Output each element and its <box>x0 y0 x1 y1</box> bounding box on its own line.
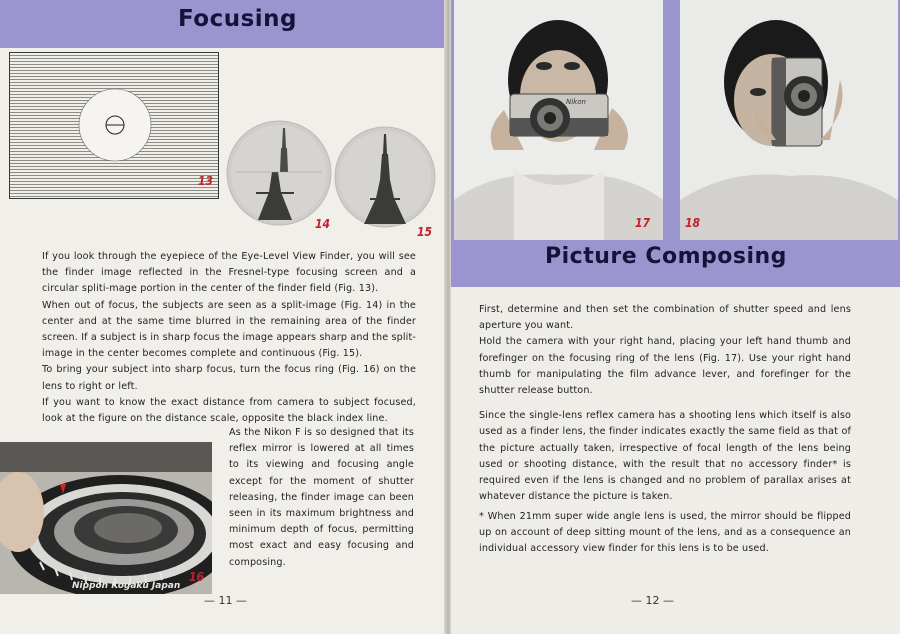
right-page <box>451 0 900 634</box>
holding-camera-photo-vertical <box>680 0 898 240</box>
nikon-f-text <box>229 425 414 571</box>
split-image-out-of-focus-figure <box>226 120 332 226</box>
split-image-in-focus-figure <box>334 126 436 228</box>
paragraph: If you want to know the exact distance from camera to subject focused, look at the figure on the distance scale, opposite the black index line. <box>42 396 416 425</box>
lens-engraving: Nippon Kogaku Japan <box>72 581 181 591</box>
paragraph: Since the single-lens reflex camera has a shooting lens which itself is also used as a finder lens, the finder indicates exactly the same field as that of the picture actually taken, irrespective of focal length of the lens being used or shooting distance, with the result that no accessory finder* is required even if the lens is changed and no problem of parallax arises at whatever distance the picture is taken. <box>479 410 851 503</box>
holding-camera-photo-front <box>454 0 663 240</box>
camera-brand-text: Nikon <box>566 98 586 106</box>
paragraph: First, determine and then set the combination of shutter speed and lens aperture you want. <box>479 304 851 332</box>
fig-14-label: 14 <box>315 217 331 231</box>
footnote-text: * When 21mm super wide angle lens is used, the mirror should be flipped up on account of deep sitting mount of the lens, and as a consequence an individual accessory view finder for this lens is to be used. <box>479 511 851 555</box>
fig-16-label: 16 <box>189 570 205 584</box>
fig-15-label: 15 <box>417 225 433 239</box>
footnote <box>479 509 851 558</box>
paragraph: If you look through the eyepiece of the Eye-Level View Finder, you will see the finder image reflected in the Fresnel-type focusing screen and a circular spliti-mage portion in the center of the finder field (Fig. 13). <box>42 251 416 295</box>
page-heading: Picture Composing <box>545 244 787 269</box>
fig-17-label: 17 <box>635 216 651 230</box>
focus-ring-photo <box>0 442 212 594</box>
fig-18-label: 18 <box>685 216 701 230</box>
paragraph: Hold the camera with your right hand, placing your left hand thumb and forefinger on the focusing ring of the lens (Fig. 17). Use your right hand thumb for manipulating the film advance lever, and forefinger for the shutter release button. <box>479 336 851 397</box>
paragraph: When out of focus, the subjects are seen as a split-image (Fig. 14) in the center and at the same time blurred in the remaining area of the finder screen. If a subject is in sharp focus the image appears sharp and the split-image in the center becomes complete and continuous (Fig. 15). <box>42 299 416 360</box>
finder-screen-figure <box>9 52 219 199</box>
page-number: — 12 — <box>631 594 674 607</box>
lens-illustration <box>0 442 212 594</box>
left-page <box>0 0 447 634</box>
paragraph: To bring your subject into sharp focus, turn the focus ring (Fig. 16) on the lens to right or left. <box>42 364 416 392</box>
paragraph: As the Nikon F is so designed that its reflex mirror is lowered at all times to its viewing and focusing angle except for the moment of shutter releasing, the finder image can been seen in its maximum brightness and minimum depth of focus, permitting most exact and easy focusing and composing. <box>229 427 414 568</box>
page-number: — 11 — <box>204 594 247 607</box>
page-heading: Focusing <box>178 6 297 32</box>
focusing-text <box>42 249 416 427</box>
composing-text <box>479 302 851 505</box>
fig-13-label: 13 <box>198 174 214 188</box>
